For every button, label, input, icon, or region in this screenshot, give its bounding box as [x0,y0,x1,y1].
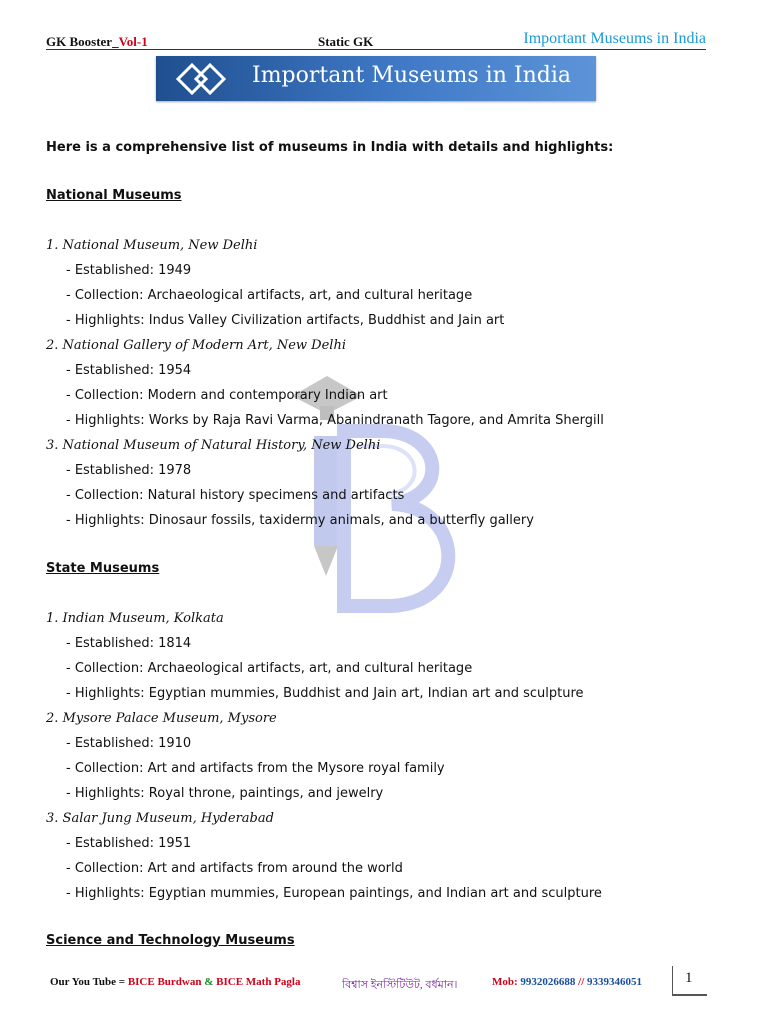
section-heading: State Museums [46,561,160,576]
header-volume: Vol-1 [118,34,148,49]
museum-detail: - Collection: Archaeological artifacts, art, and cultural heritage [66,661,473,676]
footer-channel-1[interactable]: BICE Burdwan [127,976,202,988]
footer-phone-1: 9932026688 [520,976,576,988]
section-science-technology-museums [46,933,295,948]
museum-detail: - Established: 1951 [66,836,192,851]
list-item [46,333,604,433]
header-topic-link[interactable]: Important Museums in India [523,30,706,47]
museum-title: 3. Salar Jung Museum, Hyderabad [46,811,274,826]
museum-detail: - Highlights: Indus Valley Civilization artifacts, Buddhist and Jain art [66,313,505,328]
banner-title: Important Museums in India [252,63,571,88]
museum-detail: - Established: 1978 [66,463,192,478]
section-national-museums [46,188,604,533]
footer-youtube: Our You Tube = BICE Burdwan & BICE Math Pagla [50,976,301,988]
section-state-museums [46,561,602,906]
museum-detail: - Established: 1814 [66,636,192,651]
page-number-box [672,966,707,996]
museum-detail: - Collection: Modern and contemporary Indian art [66,388,388,403]
header-rule [46,49,706,50]
list-item [46,806,602,906]
museum-detail: - Highlights: Egyptian mummies, Buddhist and Jain art, Indian art and sculpture [66,686,584,701]
museum-detail: - Established: 1954 [66,363,192,378]
double-diamond-icon [176,62,236,96]
museum-detail: - Established: 1910 [66,736,192,751]
museum-detail: - Highlights: Works by Raja Ravi Varma, Abanindranath Tagore, and Amrita Shergill [66,413,604,428]
list-item [46,706,602,806]
museum-detail: - Highlights: Dinosaur fossils, taxidermy animals, and a butterfly gallery [66,513,534,528]
page-header [46,32,706,52]
museum-title: 3. National Museum of Natural History, New Delhi [46,438,381,453]
museum-detail: - Collection: Art and artifacts from around the world [66,861,403,876]
footer-contact: Mob: 9932026688 // 9339346051 [492,976,643,988]
museum-title: 2. National Gallery of Modern Art, New Delhi [46,338,346,353]
museum-detail: - Collection: Natural history specimens and artifacts [66,488,405,503]
footer-channel-2[interactable]: BICE Math Pagla [216,976,301,988]
museum-title: 1. Indian Museum, Kolkata [46,611,224,626]
header-subject: Static GK [318,34,374,49]
list-item [46,606,602,706]
section-heading: Science and Technology Museums [46,933,295,948]
footer-phone-2: 9339346051 [587,976,643,988]
museum-detail: - Collection: Archaeological artifacts, art, and cultural heritage [66,288,473,303]
museum-detail: - Established: 1949 [66,263,192,278]
museum-title: 2. Mysore Palace Museum, Mysore [46,711,277,726]
title-banner [156,56,596,101]
list-item [46,433,604,533]
museum-detail: - Collection: Art and artifacts from the Mysore royal family [66,761,445,776]
footer-institute: বিশ্বাস ইনস্টিটিউট, বর্ধমান। [342,979,458,991]
section-heading: National Museums [46,188,182,203]
intro-text: Here is a comprehensive list of museums in India with details and highlights: [46,140,614,155]
museum-detail: - Highlights: Royal throne, paintings, and jewelry [66,786,384,801]
page-footer [50,976,670,992]
header-book-title: GK Booster_Vol-1 [46,34,148,49]
list-item [46,233,604,333]
museum-detail: - Highlights: Egyptian mummies, European paintings, and Indian art and sculpture [66,886,602,901]
museum-title: 1. National Museum, New Delhi [46,238,258,253]
page-number: 1 [685,970,693,986]
